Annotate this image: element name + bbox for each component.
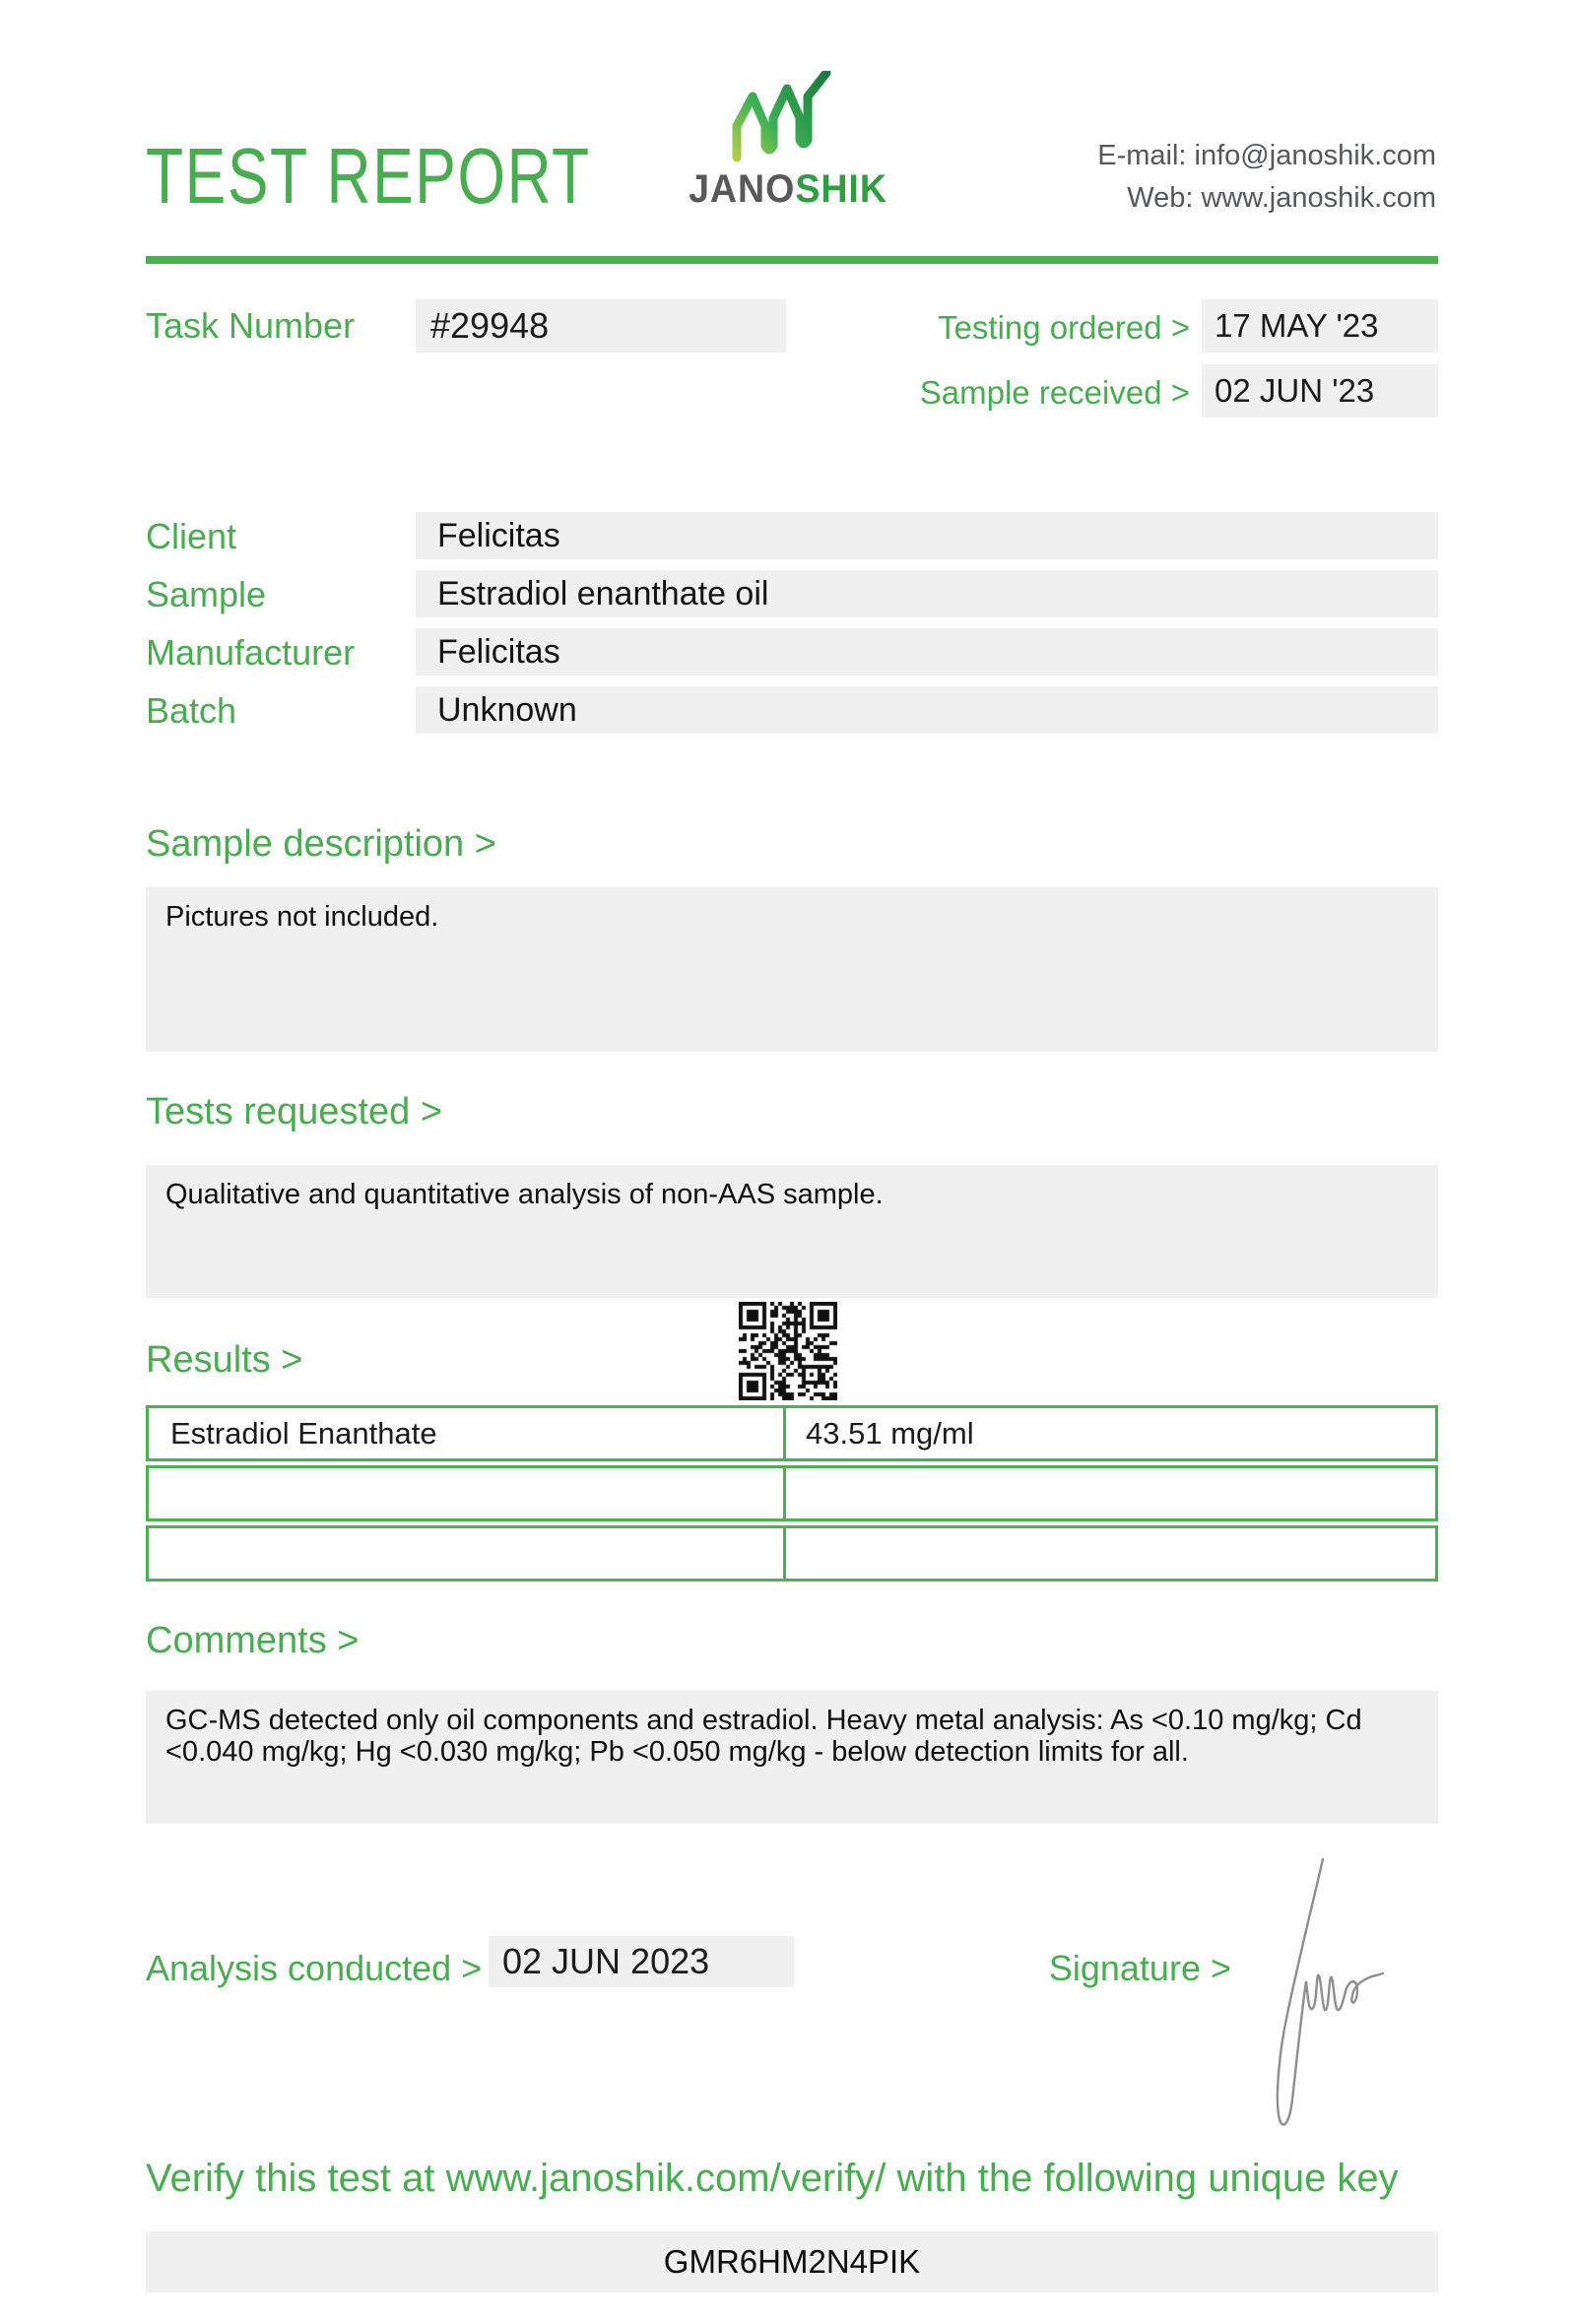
logo-text-green: SHIK bbox=[795, 167, 887, 211]
contact-web: Web: www.janoshik.com bbox=[1127, 182, 1436, 214]
comments-text: GC-MS detected only oil components and estradiol. Heavy metal analysis: As <0.10 mg/kg; Cd <0.040 mg/kg; Hg <0.030 mg/kg; Pb <0.050 mg/kg - below detection limits for all. bbox=[165, 1705, 1362, 1768]
field-value-batch: Unknown bbox=[416, 686, 1438, 734]
task-number-value: #29948 bbox=[416, 299, 786, 353]
result-value-cell bbox=[786, 1528, 1435, 1579]
page-title: TEST REPORT bbox=[146, 132, 591, 220]
task-number-label: Task Number bbox=[146, 305, 356, 346]
field-label-client: Client bbox=[146, 516, 237, 556]
sample-description-heading: Sample description > bbox=[146, 823, 496, 865]
result-name-cell: Estradiol Enanthate bbox=[149, 1408, 786, 1458]
qr-code bbox=[739, 1302, 837, 1400]
result-value-cell bbox=[786, 1468, 1435, 1518]
divider-rule bbox=[146, 256, 1438, 264]
result-row bbox=[146, 1525, 1438, 1582]
growth-chart-icon bbox=[729, 71, 842, 169]
comments-box bbox=[146, 1691, 1438, 1824]
sample-description-box bbox=[146, 887, 1438, 1052]
sample-received-label: Sample received > bbox=[919, 374, 1190, 411]
tests-requested-text: Qualitative and quantitative analysis of non-AAS sample. bbox=[165, 1179, 884, 1210]
field-label-batch: Batch bbox=[146, 690, 237, 731]
tests-requested-heading: Tests requested > bbox=[146, 1091, 443, 1132]
verify-text: Verify this test at www.janoshik.com/verify/ with the following unique key bbox=[146, 2157, 1399, 2200]
unique-key-value: GMR6HM2N4PIK bbox=[146, 2231, 1438, 2292]
handwritten-signature bbox=[1266, 1853, 1394, 2144]
results-table bbox=[146, 1405, 1438, 1585]
sample-received-value: 02 JUN '23 bbox=[1202, 364, 1438, 418]
sample-description-text: Pictures not included. bbox=[165, 901, 439, 933]
logo-text-gray: JANO bbox=[689, 167, 796, 211]
result-row bbox=[146, 1405, 1438, 1461]
testing-ordered-label: Testing ordered > bbox=[938, 309, 1190, 346]
comments-heading: Comments > bbox=[146, 1620, 360, 1661]
result-name-cell bbox=[149, 1468, 786, 1518]
field-label-manufacturer: Manufacturer bbox=[146, 632, 356, 673]
field-label-sample: Sample bbox=[146, 574, 267, 614]
analysis-conducted-value: 02 JUN 2023 bbox=[489, 1936, 794, 1987]
field-value-client: Felicitas bbox=[416, 512, 1438, 559]
results-heading: Results > bbox=[146, 1339, 303, 1381]
signature-label: Signature > bbox=[1048, 1948, 1231, 1988]
result-row bbox=[146, 1465, 1438, 1521]
result-name-cell bbox=[149, 1528, 786, 1579]
testing-ordered-value: 17 MAY '23 bbox=[1202, 299, 1438, 353]
tests-requested-box bbox=[146, 1165, 1438, 1298]
field-value-manufacturer: Felicitas bbox=[416, 628, 1438, 676]
logo-text bbox=[685, 167, 892, 212]
field-value-sample: Estradiol enanthate oil bbox=[416, 570, 1438, 617]
contact-email: E-mail: info@janoshik.com bbox=[1097, 140, 1436, 171]
analysis-conducted-label: Analysis conducted > bbox=[146, 1948, 483, 1988]
result-value-cell: 43.51 mg/ml bbox=[806, 1416, 974, 1451]
